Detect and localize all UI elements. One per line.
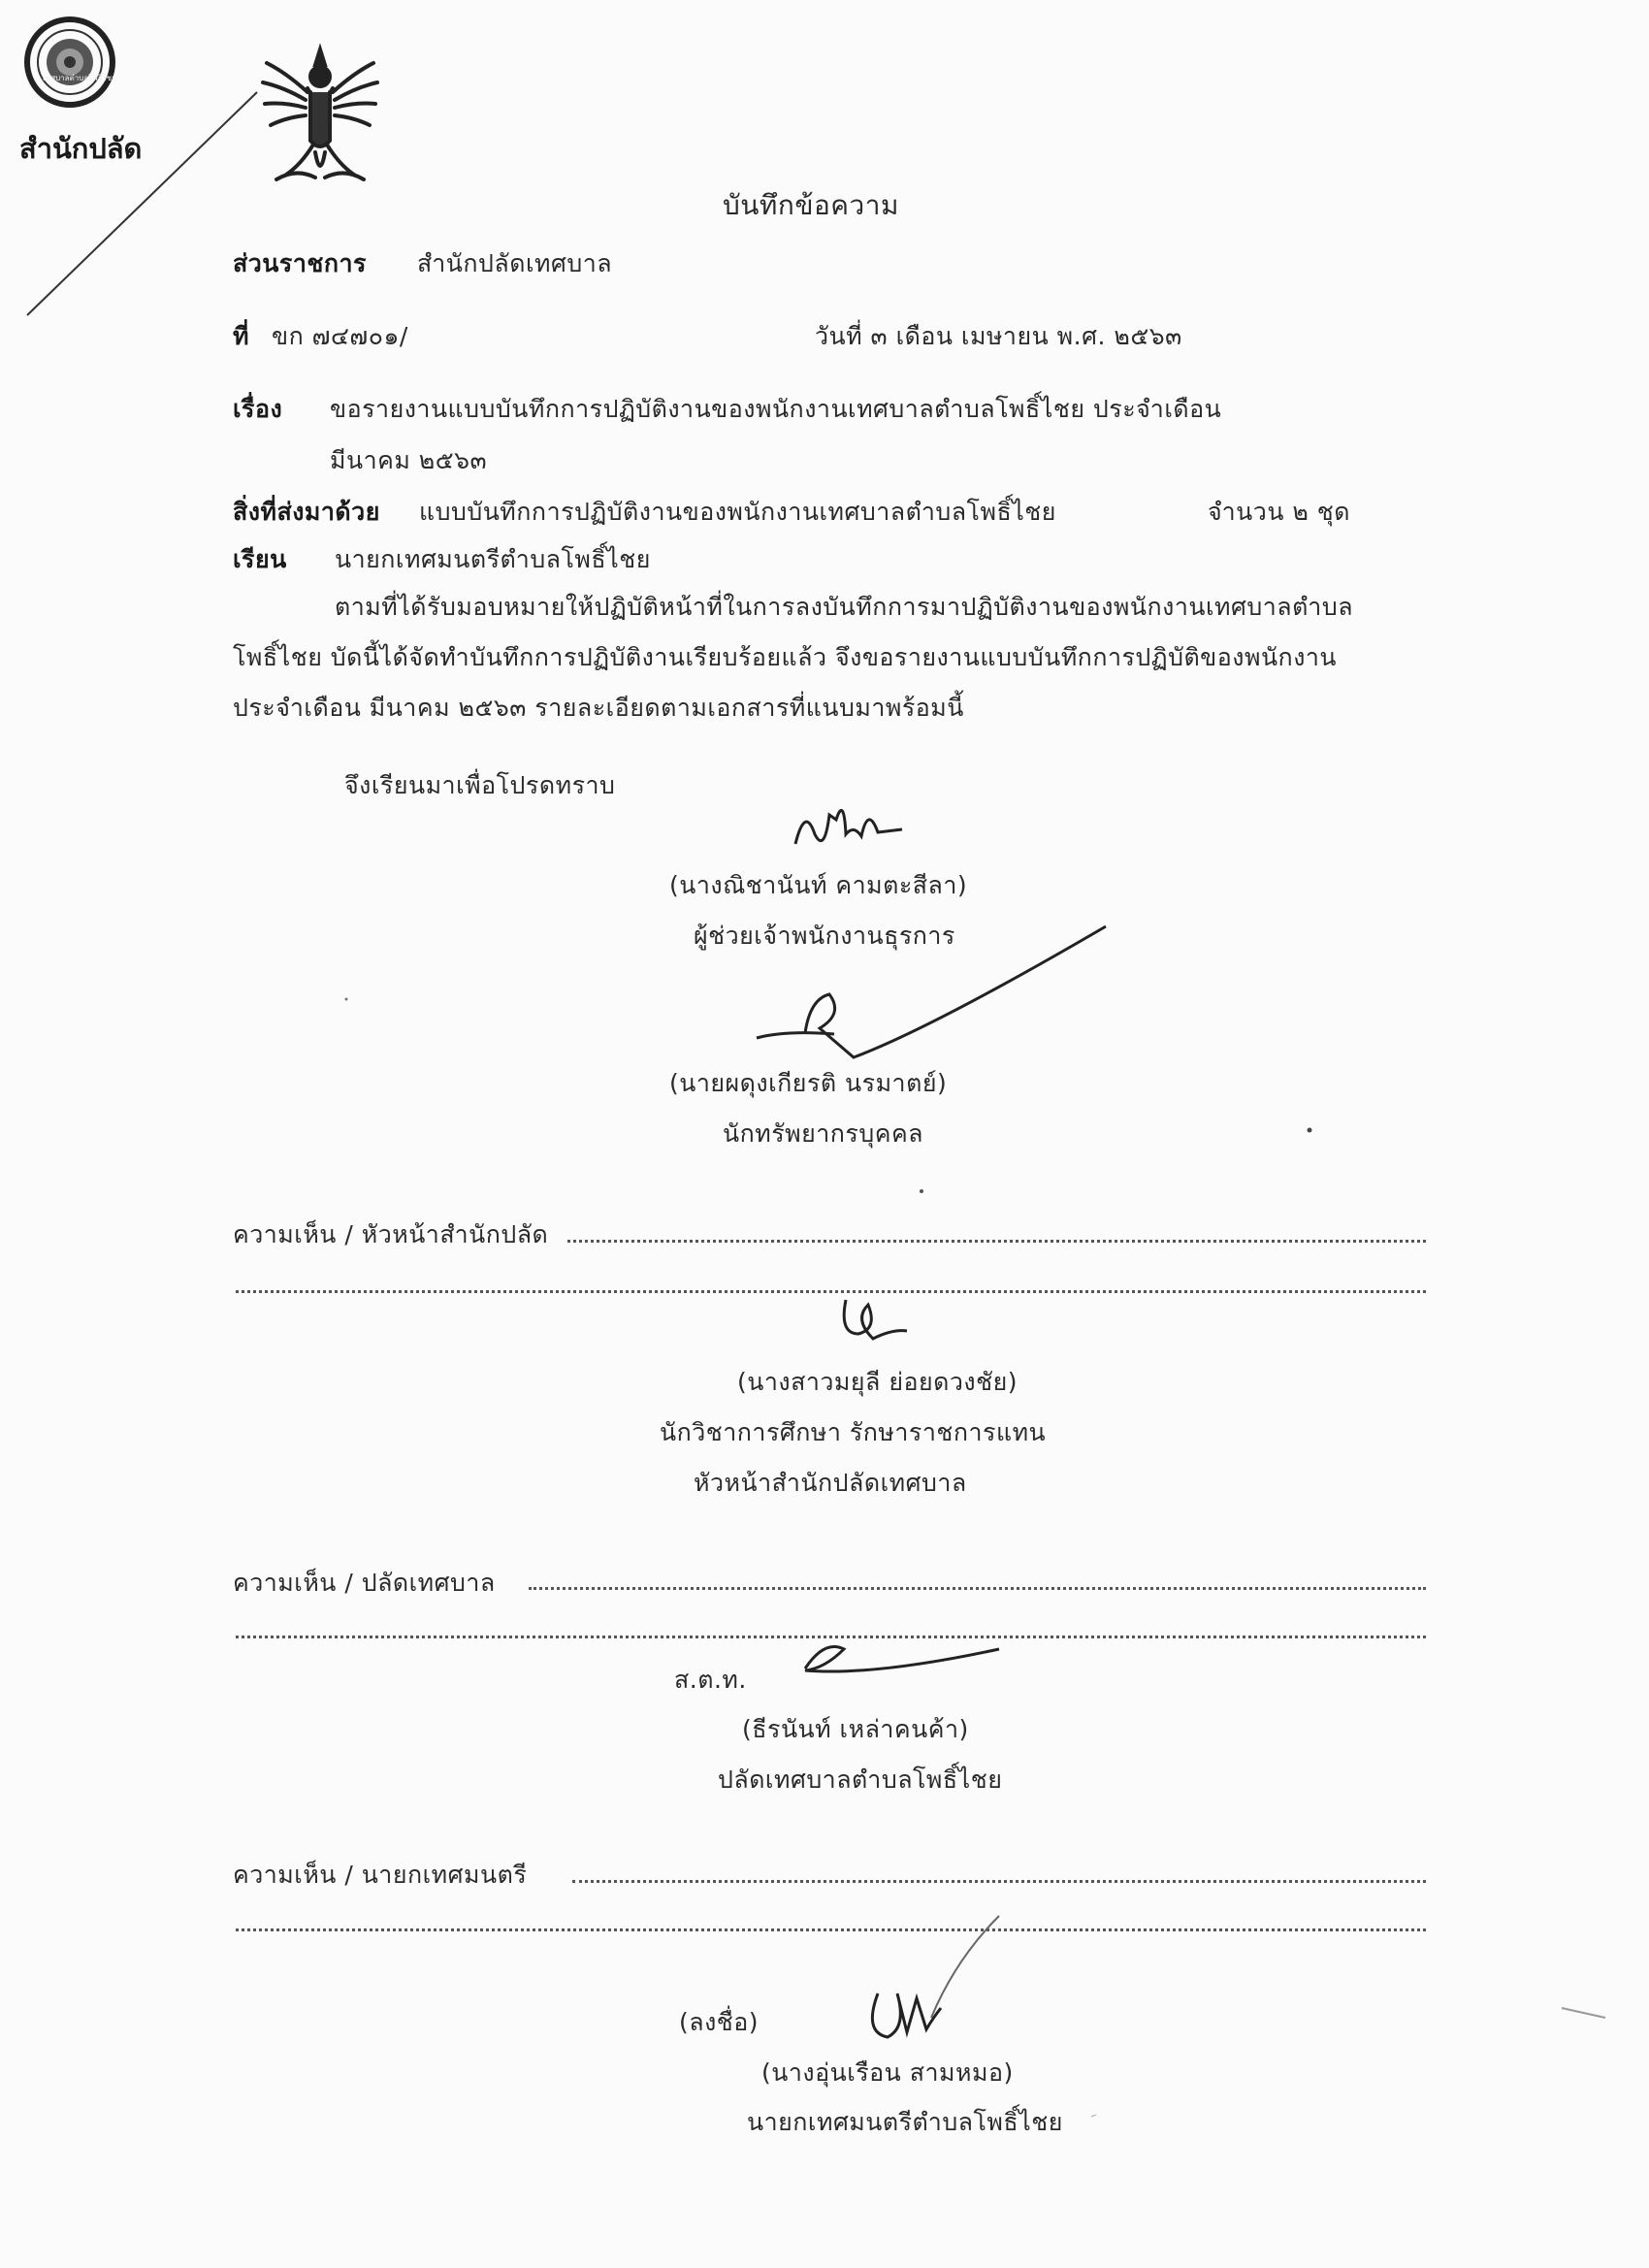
body-line3: ประจำเดือน มีนาคม ๒๕๖๓ รายละเอียดตามเอกสารที่แนบมาพร้อมนี้	[233, 694, 964, 722]
seal-ring-text: เทศบาลตำบลโพธิ์ไชย	[43, 74, 116, 82]
subject-line2: มีนาคม ๒๕๖๓	[330, 446, 488, 474]
signer2-position: นักทรัพยากรบุคคล	[723, 1119, 924, 1148]
agency-value: สำนักปลัดเทศบาล	[417, 249, 613, 277]
enclosure-value: แบบบันทึกการปฏิบัติงานของพนักงานเทศบาลตำบลโพธิ์ไชย	[419, 498, 1056, 526]
signer4-prefix: ส.ต.ท.	[674, 1666, 747, 1694]
ref-value: ขก ๗๔๗๐๑/	[272, 322, 408, 350]
memo-title: บันทึกข้อความ	[723, 189, 899, 221]
signer5-prefix: (ลงชื่อ)	[679, 2008, 760, 2036]
signer3-name: (นางสาวมยุลี ย่อยดวงชัย)	[737, 1368, 1018, 1396]
opinion-clerk-label: ความเห็น / ปลัดเทศบาล	[233, 1569, 496, 1597]
signer2-name: (นายผดุงเกียรติ นรมาตย์)	[669, 1069, 948, 1097]
ref-label: ที่	[233, 322, 249, 350]
to-value: นายกเทศมนตรีตำบลโพธิ์ไชย	[335, 545, 651, 573]
signer1-name: (นางณิชานันท์ คามตะสีลา)	[669, 871, 968, 899]
opinion-mayor-label: ความเห็น / นายกเทศมนตรี	[233, 1861, 528, 1889]
enclosure-label: สิ่งที่ส่งมาด้วย	[233, 498, 380, 526]
opinion-head-office-label: ความเห็น / หัวหน้าสำนักปลัด	[233, 1220, 549, 1248]
body-line1: ตามที่ได้รับมอบหมายให้ปฏิบัติหน้าที่ในการลงบันทึกการมาปฏิบัติงานของพนักงานเทศบาลตำบล	[335, 593, 1354, 621]
signer3-position2: หัวหน้าสำนักปลัดเทศบาล	[694, 1469, 967, 1497]
body-closing: จึงเรียนมาเพื่อโปรดทราบ	[344, 771, 616, 799]
signer5-name: (นางอุ่นเรือน สามหมอ)	[761, 2058, 1014, 2087]
signer3-position1: นักวิชาการศึกษา รักษาราชการแทน	[660, 1418, 1047, 1446]
opinion-2-dotline-1[interactable]	[529, 1587, 1426, 1590]
scan-marks	[0, 0, 1, 1]
subject-label: เรื่อง	[233, 395, 283, 423]
subject-line1: ขอรายงานแบบบันทึกการปฏิบัติงานของพนักงานเทศบาลตำบลโพธิ์ไชย ประจำเดือน	[330, 395, 1222, 423]
opinion-1-dotline-1[interactable]	[567, 1240, 1426, 1243]
body-line2: โพธิ์ไชย บัดนี้ได้จัดทำบันทึกการปฏิบัติงานเรียบร้อยแล้ว จึงขอรายงานแบบบันทึกการปฏิบัติของพนักงาน	[233, 643, 1338, 671]
opinion-3-dotline-1[interactable]	[572, 1880, 1426, 1883]
seal-label: สำนักปลัด	[19, 132, 143, 165]
date-text: วันที่ ๓ เดือน เมษายน พ.ศ. ๒๕๖๓	[815, 322, 1182, 350]
signer4-name: (ธีรนันท์ เหล่าคนค้า)	[742, 1715, 969, 1743]
signer5-position: นายกเทศมนตรีตำบลโพธิ์ไชย	[747, 2108, 1063, 2136]
opinion-1-dotline-2[interactable]	[236, 1290, 1426, 1293]
signer1-position: ผู้ช่วยเจ้าพนักงานธุรการ	[694, 922, 955, 950]
opinion-2-dotline-2[interactable]	[236, 1636, 1426, 1638]
enclosure-count: จำนวน ๒ ชุด	[1208, 498, 1350, 526]
opinion-3-dotline-2[interactable]	[236, 1928, 1426, 1931]
to-label: เรียน	[233, 545, 287, 573]
garuda-emblem-icon	[257, 44, 383, 194]
signer4-position: ปลัดเทศบาลตำบลโพธิ์ไชย	[718, 1766, 1003, 1794]
seal-emblem-icon	[19, 12, 126, 118]
agency-label: ส่วนราชการ	[233, 249, 367, 277]
